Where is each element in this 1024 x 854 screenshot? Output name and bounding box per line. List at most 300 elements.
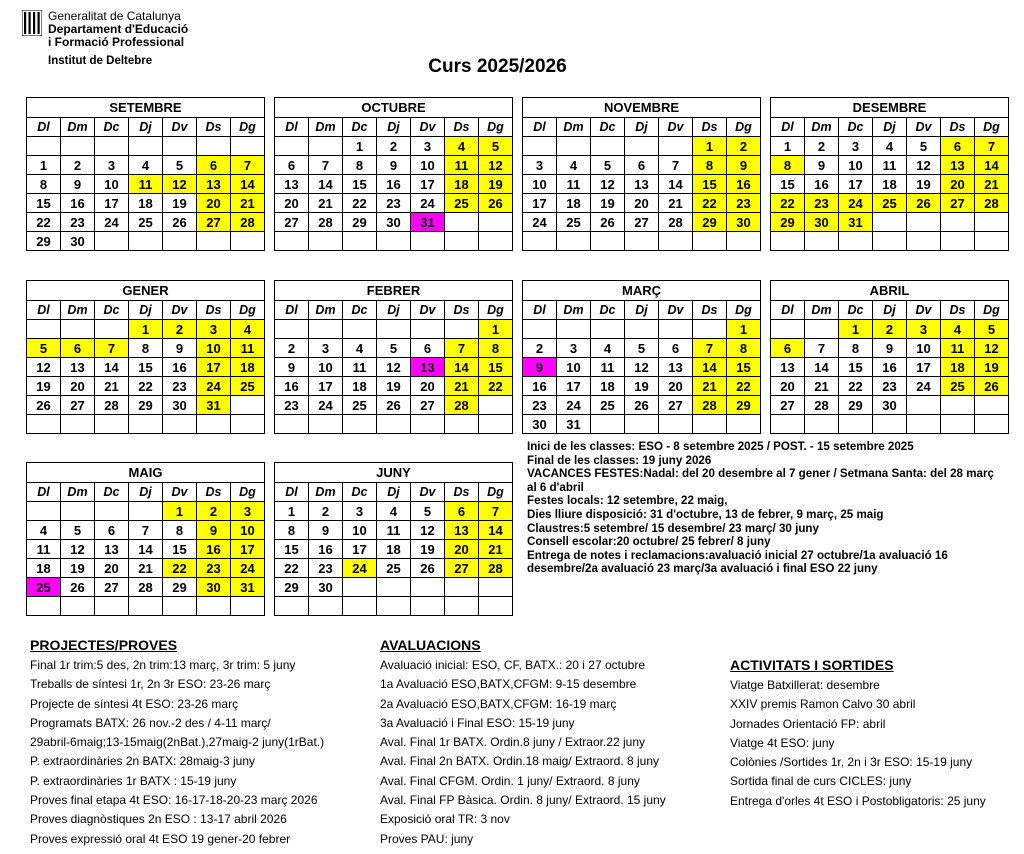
day-cell: 29: [839, 396, 873, 415]
note-line: Festes locals: 12 setembre, 22 maig,: [527, 494, 728, 508]
day-cell: 21: [309, 194, 343, 213]
day-cell: 28: [659, 213, 693, 232]
day-cell: 6: [95, 521, 129, 540]
day-cell: [907, 415, 941, 434]
day-cell: 20: [61, 377, 95, 396]
week-row: [771, 358, 1009, 377]
day-cell: 9: [873, 339, 907, 358]
day-cell: 18: [941, 358, 975, 377]
day-cell: 27: [941, 194, 975, 213]
weekday-label: Dj: [873, 118, 907, 137]
list-item: Viatge Batxillerat: desembre: [730, 678, 880, 692]
day-cell: 2: [805, 137, 839, 156]
day-cell: 5: [411, 502, 445, 521]
list-item: XXIV premis Ramon Calvo 30 abril: [730, 697, 916, 712]
day-cell: [591, 415, 625, 434]
weekday-label: Dg: [231, 483, 265, 502]
day-cell: 16: [197, 540, 231, 559]
list-item: Final 1r trim:5 des, 2n trim:13 març, 3r trim: 5 juny: [30, 658, 296, 672]
day-cell: 8: [129, 339, 163, 358]
day-cell: 30: [61, 232, 95, 251]
day-cell: [27, 502, 61, 521]
day-cell: 5: [907, 137, 941, 156]
weekday-label: Dg: [479, 483, 513, 502]
month-calendar: [770, 280, 1009, 434]
day-cell: [625, 320, 659, 339]
day-cell: 6: [61, 339, 95, 358]
day-cell: 3: [907, 320, 941, 339]
day-cell: 13: [941, 156, 975, 175]
day-cell: 13: [445, 521, 479, 540]
weekday-label: Dl: [27, 301, 61, 320]
day-cell: 22: [275, 559, 309, 578]
week-row: [27, 396, 265, 415]
weekday-label: Dg: [231, 118, 265, 137]
weekday-label: Dl: [27, 483, 61, 502]
day-cell: 28: [805, 396, 839, 415]
day-cell: 1: [693, 137, 727, 156]
week-row: [27, 358, 265, 377]
week-row: [27, 540, 265, 559]
weekday-label: Dc: [839, 301, 873, 320]
day-cell: 26: [591, 213, 625, 232]
day-cell: [411, 232, 445, 251]
day-cell: 26: [411, 559, 445, 578]
day-cell: [659, 415, 693, 434]
weekday-label: Dm: [61, 483, 95, 502]
projectes-section: [30, 636, 324, 849]
day-cell: [975, 232, 1009, 251]
day-cell: [873, 232, 907, 251]
day-cell: 18: [557, 194, 591, 213]
weekday-label: Dl: [27, 118, 61, 137]
day-cell: [275, 415, 309, 434]
list-item: Proves expressió oral 4t ESO 19 gener-20 febrer: [30, 831, 291, 846]
weekday-label: Ds: [941, 118, 975, 137]
day-cell: 27: [411, 396, 445, 415]
weekday-label: Ds: [197, 483, 231, 502]
week-row: [27, 232, 265, 251]
day-cell: 19: [61, 559, 95, 578]
day-cell: 1: [727, 320, 761, 339]
day-cell: 26: [61, 578, 95, 597]
day-cell: [275, 137, 309, 156]
month-name: JUNY: [275, 463, 513, 483]
day-cell: 10: [343, 521, 377, 540]
day-cell: 17: [839, 175, 873, 194]
day-cell: 30: [873, 396, 907, 415]
weekday-label: Dg: [727, 118, 761, 137]
day-cell: 12: [591, 175, 625, 194]
weekday-label: Dc: [591, 118, 625, 137]
weekday-label: Dm: [805, 301, 839, 320]
month-calendar: [522, 97, 761, 251]
day-cell: 24: [523, 213, 557, 232]
day-cell: 28: [95, 396, 129, 415]
calendar-notes: [527, 440, 997, 576]
month-table: [274, 462, 513, 616]
day-cell: 23: [309, 559, 343, 578]
note-line: VACANCES FESTES:Nadal: del 20 desembre al 7 gener / Setmana Santa: del 28 març al 6 d'abril: [527, 467, 994, 494]
day-cell: 10: [411, 156, 445, 175]
day-cell: [659, 137, 693, 156]
month-table: [26, 97, 265, 251]
day-cell: 13: [61, 358, 95, 377]
week-row: [523, 156, 761, 175]
day-cell: 14: [95, 358, 129, 377]
day-cell: 13: [275, 175, 309, 194]
day-cell: 23: [197, 559, 231, 578]
day-cell: [27, 137, 61, 156]
day-cell: [445, 320, 479, 339]
month-table: [522, 280, 761, 434]
day-cell: [557, 232, 591, 251]
day-cell: [941, 415, 975, 434]
day-cell: 11: [591, 358, 625, 377]
weekday-label: Dj: [625, 301, 659, 320]
weekday-label: Dj: [129, 118, 163, 137]
day-cell: 23: [61, 213, 95, 232]
day-cell: 12: [625, 358, 659, 377]
day-cell: 13: [411, 358, 445, 377]
day-cell: 9: [197, 521, 231, 540]
note-line: Entrega de notes i reclamacions:avaluació inicial 27 octubre/1a avaluació 16 desembre/2a avaluació 23 març/3a avaluació i final ESO 22 juny: [527, 548, 948, 576]
day-cell: 4: [445, 137, 479, 156]
month-calendar: [26, 280, 265, 434]
day-cell: [907, 396, 941, 415]
weekday-label: Dl: [275, 118, 309, 137]
day-cell: 14: [445, 358, 479, 377]
day-cell: [907, 213, 941, 232]
day-cell: 16: [61, 194, 95, 213]
day-cell: 20: [941, 175, 975, 194]
day-cell: 28: [309, 213, 343, 232]
day-cell: 10: [523, 175, 557, 194]
day-cell: 20: [625, 194, 659, 213]
day-cell: 3: [231, 502, 265, 521]
week-row: [275, 320, 513, 339]
weekday-label: Dm: [61, 301, 95, 320]
header-line-2: Departament d'Educació: [48, 22, 189, 36]
day-cell: 27: [197, 213, 231, 232]
note-line: Claustres:5 setembre/ 15 desembre/ 23 març/ 30 juny: [527, 521, 819, 535]
weekday-label: Dg: [231, 301, 265, 320]
week-row: [771, 396, 1009, 415]
day-cell: 19: [975, 358, 1009, 377]
day-cell: 27: [659, 396, 693, 415]
weekday-label: Dc: [95, 483, 129, 502]
weekday-label: Ds: [445, 483, 479, 502]
day-cell: 24: [343, 559, 377, 578]
day-cell: [445, 213, 479, 232]
weekday-label: Dl: [771, 301, 805, 320]
day-cell: 16: [523, 377, 557, 396]
day-cell: 14: [231, 175, 265, 194]
day-cell: 23: [377, 194, 411, 213]
day-cell: 26: [907, 194, 941, 213]
weekday-label: Dg: [727, 301, 761, 320]
day-cell: 31: [197, 396, 231, 415]
list-item: Proves diagnòstiques 2n ESO : 13-17 abril 2026: [30, 812, 287, 827]
day-cell: 23: [805, 194, 839, 213]
week-row: [523, 358, 761, 377]
weekday-label: Dm: [557, 118, 591, 137]
day-cell: [411, 578, 445, 597]
weekday-label: Dg: [975, 301, 1009, 320]
day-cell: [625, 232, 659, 251]
day-cell: [129, 597, 163, 616]
week-row: [771, 194, 1009, 213]
list-item: Jornades Orientació FP: abril: [730, 716, 886, 731]
day-cell: [197, 415, 231, 434]
day-cell: 5: [625, 339, 659, 358]
week-row: [771, 415, 1009, 434]
week-row: [275, 175, 513, 194]
weekday-label: Dv: [659, 118, 693, 137]
month-calendar: [274, 280, 513, 434]
day-cell: 18: [445, 175, 479, 194]
day-cell: 4: [557, 156, 591, 175]
weekday-label: Dg: [479, 301, 513, 320]
day-cell: [275, 597, 309, 616]
list-item: Proves final etapa 4t ESO: 16-17-18-20-23 març 2026: [30, 793, 318, 808]
list-item: Aval. Final 2n BATX. Ordin.18 maig/ Extraord. 8 juny: [380, 754, 660, 769]
weekday-label: Dv: [411, 483, 445, 502]
avaluacions-heading: AVALUACIONS: [380, 637, 481, 653]
day-cell: 27: [61, 396, 95, 415]
list-item: 2a Avaluació ESO,BATX,CFGM: 16-19 març: [380, 696, 617, 711]
day-cell: 5: [61, 521, 95, 540]
list-item: Programats BATX: 26 nov.-2 des / 4-11 març/: [30, 715, 271, 730]
day-cell: 19: [591, 194, 625, 213]
day-cell: 28: [975, 194, 1009, 213]
day-cell: 24: [557, 396, 591, 415]
day-cell: 17: [197, 358, 231, 377]
day-cell: 18: [27, 559, 61, 578]
day-cell: 12: [377, 358, 411, 377]
weekday-label: Ds: [445, 118, 479, 137]
day-cell: 17: [343, 540, 377, 559]
month-name: NOVEMBRE: [523, 98, 761, 118]
day-cell: 7: [231, 156, 265, 175]
weekday-label: Ds: [445, 301, 479, 320]
day-cell: [479, 213, 513, 232]
day-cell: [873, 213, 907, 232]
day-cell: 24: [839, 194, 873, 213]
day-cell: 15: [839, 358, 873, 377]
weekday-label: Dm: [557, 301, 591, 320]
day-cell: 4: [873, 137, 907, 156]
day-cell: 12: [411, 521, 445, 540]
weekday-label: Dv: [411, 301, 445, 320]
day-cell: [411, 415, 445, 434]
day-cell: [27, 415, 61, 434]
day-cell: 6: [659, 339, 693, 358]
weekday-label: Dj: [377, 118, 411, 137]
day-cell: [197, 137, 231, 156]
weekday-label: Ds: [693, 301, 727, 320]
day-cell: 19: [907, 175, 941, 194]
week-row: [523, 396, 761, 415]
day-cell: 28: [693, 396, 727, 415]
week-row: [523, 213, 761, 232]
day-cell: 25: [27, 578, 61, 597]
week-row: [275, 377, 513, 396]
month-name: GENER: [27, 281, 265, 301]
day-cell: 2: [61, 156, 95, 175]
day-cell: 30: [309, 578, 343, 597]
day-cell: 3: [557, 339, 591, 358]
day-cell: [727, 415, 761, 434]
day-cell: [309, 415, 343, 434]
day-cell: 21: [231, 194, 265, 213]
week-row: [27, 175, 265, 194]
weekday-label: Dl: [275, 483, 309, 502]
day-cell: [557, 137, 591, 156]
day-cell: 16: [873, 358, 907, 377]
day-cell: 2: [309, 502, 343, 521]
day-cell: 15: [163, 540, 197, 559]
day-cell: 8: [771, 156, 805, 175]
day-cell: 4: [27, 521, 61, 540]
day-cell: [129, 415, 163, 434]
day-cell: 2: [377, 137, 411, 156]
day-cell: 4: [343, 339, 377, 358]
day-cell: 18: [377, 540, 411, 559]
day-cell: 3: [343, 502, 377, 521]
day-cell: 22: [771, 194, 805, 213]
day-cell: 9: [163, 339, 197, 358]
day-cell: [231, 232, 265, 251]
page-header: [20, 6, 280, 70]
week-row: [27, 502, 265, 521]
note-line: Final de les classes: 19 juny 2026: [527, 453, 712, 467]
week-row: [275, 559, 513, 578]
day-cell: [591, 137, 625, 156]
day-cell: 13: [659, 358, 693, 377]
day-cell: 31: [557, 415, 591, 434]
day-cell: 3: [197, 320, 231, 339]
day-cell: 6: [275, 156, 309, 175]
list-item: P. extraordinàries 2n BATX: 28maig-3 juny: [30, 754, 256, 769]
weekday-label: Dc: [95, 118, 129, 137]
day-cell: 11: [129, 175, 163, 194]
day-cell: 7: [693, 339, 727, 358]
day-cell: 9: [805, 156, 839, 175]
weekday-label: Dl: [523, 118, 557, 137]
day-cell: 19: [377, 377, 411, 396]
weekday-label: Dj: [377, 483, 411, 502]
day-cell: 22: [839, 377, 873, 396]
day-cell: 25: [377, 559, 411, 578]
day-cell: [95, 320, 129, 339]
day-cell: 12: [27, 358, 61, 377]
day-cell: 7: [445, 339, 479, 358]
day-cell: 16: [377, 175, 411, 194]
header-line-3: i Formació Professional: [48, 35, 185, 49]
day-cell: 26: [625, 396, 659, 415]
day-cell: 26: [975, 377, 1009, 396]
day-cell: [445, 597, 479, 616]
weekday-label: Dc: [95, 301, 129, 320]
day-cell: 25: [445, 194, 479, 213]
day-cell: 9: [523, 358, 557, 377]
day-cell: [197, 597, 231, 616]
month-calendar: [770, 97, 1009, 251]
day-cell: 21: [129, 559, 163, 578]
day-cell: 12: [975, 339, 1009, 358]
day-cell: 19: [625, 377, 659, 396]
day-cell: [377, 415, 411, 434]
day-cell: 18: [231, 358, 265, 377]
list-item: Viatge 4t ESO: juny: [730, 735, 835, 750]
day-cell: 25: [591, 396, 625, 415]
week-row: [771, 175, 1009, 194]
day-cell: [95, 415, 129, 434]
list-item: P. extraordinàries 1r BATX : 15-19 juny: [30, 773, 237, 788]
day-cell: 14: [479, 521, 513, 540]
day-cell: 21: [975, 175, 1009, 194]
weekday-label: Dv: [163, 118, 197, 137]
day-cell: [625, 415, 659, 434]
day-cell: [411, 320, 445, 339]
day-cell: 2: [523, 339, 557, 358]
day-cell: [163, 137, 197, 156]
month-name: MAIG: [27, 463, 265, 483]
day-cell: [557, 320, 591, 339]
day-cell: 2: [727, 137, 761, 156]
day-cell: 26: [377, 396, 411, 415]
list-item: Avaluació inicial: ESO, CF, BATX.: 20 i 27 octubre: [380, 658, 646, 672]
day-cell: 28: [445, 396, 479, 415]
day-cell: 12: [479, 156, 513, 175]
weekday-label: Dv: [163, 483, 197, 502]
day-cell: 14: [693, 358, 727, 377]
list-item: 1a Avaluació ESO,BATX,CFGM: 9-15 desembre: [380, 677, 637, 692]
weekday-label: Dc: [343, 301, 377, 320]
week-row: [27, 521, 265, 540]
week-row: [275, 396, 513, 415]
day-cell: [693, 320, 727, 339]
day-cell: [839, 232, 873, 251]
day-cell: 28: [479, 559, 513, 578]
day-cell: 17: [411, 175, 445, 194]
day-cell: 15: [129, 358, 163, 377]
day-cell: 7: [805, 339, 839, 358]
day-cell: [61, 137, 95, 156]
day-cell: 26: [27, 396, 61, 415]
day-cell: [163, 415, 197, 434]
day-cell: 2: [163, 320, 197, 339]
list-item: 29abril-6maig;13-15maig(2nBat.),27maig-2 juny(1rBat.): [30, 735, 325, 750]
weekday-label: Dc: [591, 301, 625, 320]
day-cell: [523, 320, 557, 339]
list-item: Colònies /Sortides 1r, 2n i 3r ESO: 15-19 juny: [730, 755, 973, 770]
day-cell: 7: [659, 156, 693, 175]
day-cell: 16: [727, 175, 761, 194]
day-cell: 6: [625, 156, 659, 175]
day-cell: 18: [129, 194, 163, 213]
day-cell: [61, 597, 95, 616]
header-line-1: Generalitat de Catalunya: [48, 9, 181, 23]
day-cell: [411, 597, 445, 616]
day-cell: 4: [129, 156, 163, 175]
day-cell: [95, 502, 129, 521]
weekday-label: Dl: [771, 118, 805, 137]
day-cell: 24: [231, 559, 265, 578]
day-cell: 21: [693, 377, 727, 396]
day-cell: 23: [727, 194, 761, 213]
